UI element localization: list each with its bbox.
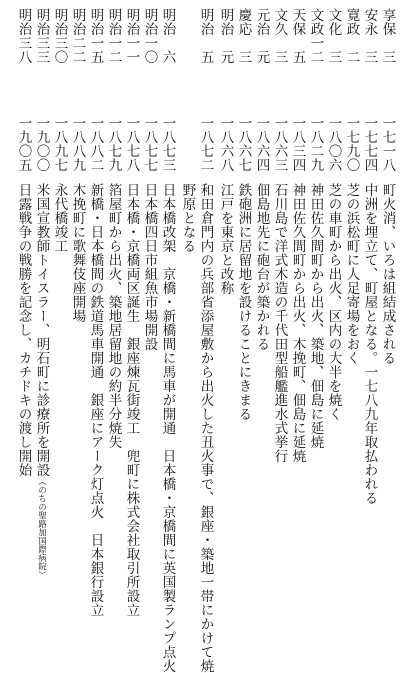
year-label: 一八七八 [123, 116, 140, 172]
event-text: 箔屋町から出火、築地居留地の約半分焼失 [105, 183, 122, 449]
event-text: 石川島で洋式木造の千代田型船艦進水式挙行 [271, 183, 288, 463]
event-text: 日本橋・京橋両区誕生 銀座煉瓦街竣工 兜町に株式会社取引所設立 [123, 183, 140, 617]
event-text-continued: 野原となる [179, 183, 196, 253]
era-label: 明治三三 [33, 8, 50, 64]
year-label: 一八九七 [51, 116, 68, 172]
event-text: 鉄砲洲に居留地を設けることにきまる [235, 183, 252, 421]
era-label: 明治 六 [159, 8, 176, 64]
event-text: 和田倉門内の兵部省添屋敷から出火した丑火事で、銀座・築地一帯にかけて焼 [197, 183, 214, 673]
event-main-text: 米国宣教師トイスラー、明石町に診療所を開設 [33, 183, 50, 477]
year-label: 一七七四 [361, 116, 378, 172]
era-label: 文久 三 [271, 8, 288, 64]
era-label: 安永 三 [361, 8, 378, 64]
event-text: 江戸を東京と改称 [217, 183, 234, 295]
event-text: 芝の浜松町に人足寄場をおく [343, 183, 360, 365]
year-label: 一七九〇 [343, 116, 360, 172]
year-label: 一八七三 [159, 116, 176, 172]
era-label: 文政一二 [307, 8, 324, 64]
era-label: 明治一〇 [141, 8, 158, 64]
era-label: 天保 五 [289, 8, 306, 64]
era-label: 明治三八 [15, 8, 32, 64]
era-label: 文化 三 [325, 8, 342, 64]
event-text: 永代橋竣工 [51, 183, 68, 253]
year-label: 一八七九 [105, 116, 122, 172]
era-label: 明治 五 [197, 8, 214, 64]
event-text: 日本橋四日市組魚市場開設 [141, 183, 158, 351]
era-label: 元治 元 [253, 8, 270, 64]
event-text: 中洲を埋立て、町屋となる。一七八九年取払われる [361, 183, 378, 505]
era-label: 享保 三 [379, 8, 396, 64]
year-label: 一八二九 [307, 116, 324, 172]
event-text: 佃島地先に砲台が築かれる [253, 183, 270, 351]
year-label: 一八六三 [271, 116, 288, 172]
era-label: 明治二二 [69, 8, 86, 64]
year-label: 一七一八 [379, 116, 396, 172]
event-text: 新橋・日本橋間の鉄道馬車開通 銀座にアーク灯点火 日本銀行設立 [87, 183, 104, 617]
era-label: 慶応 三 [235, 8, 252, 64]
year-label: 一八七二 [197, 116, 214, 172]
year-label: 一八七七 [141, 116, 158, 172]
era-label: 寛政 二 [343, 8, 360, 64]
event-text: 神田佐久間町から出火、築地、佃島に延焼 [307, 183, 324, 449]
event-text: 町火消、いろは組結成される [379, 183, 396, 365]
year-label: 一八三四 [289, 116, 306, 172]
year-label: 一九〇〇 [33, 116, 50, 172]
year-label: 一八〇六 [325, 116, 342, 172]
era-label: 明治 元 [217, 8, 234, 64]
year-label: 一八八二 [87, 116, 104, 172]
event-text [34, 183, 48, 579]
event-text: 日本橋改架 京橋・新橋間に馬車が開通 日本橋・京橋間に英国製ランプ点火 [159, 183, 176, 673]
event-text: 日露戦争の戦勝を記念し、カチドキの渡し開始 [15, 183, 32, 477]
year-label: 一八六七 [235, 116, 252, 172]
year-label: 一八八九 [69, 116, 86, 172]
era-label: 明治一一 [123, 8, 140, 64]
event-text: 木挽町に歌舞伎座開場 [69, 183, 86, 323]
era-label: 明治一二 [105, 8, 122, 64]
era-label: 明治一五 [87, 8, 104, 64]
event-text: 神田佐久間町から出火、木挽町、佃島に延焼 [289, 183, 306, 463]
event-note: （のちの聖路加国際病院） [36, 477, 47, 579]
year-label: 一八六八 [217, 116, 234, 172]
year-label: 一九〇五 [15, 116, 32, 172]
year-label: 一八六四 [253, 116, 270, 172]
era-label: 明治三〇 [51, 8, 68, 64]
event-text: 芝の車町から出火、区内の大半を焼く [325, 183, 342, 421]
